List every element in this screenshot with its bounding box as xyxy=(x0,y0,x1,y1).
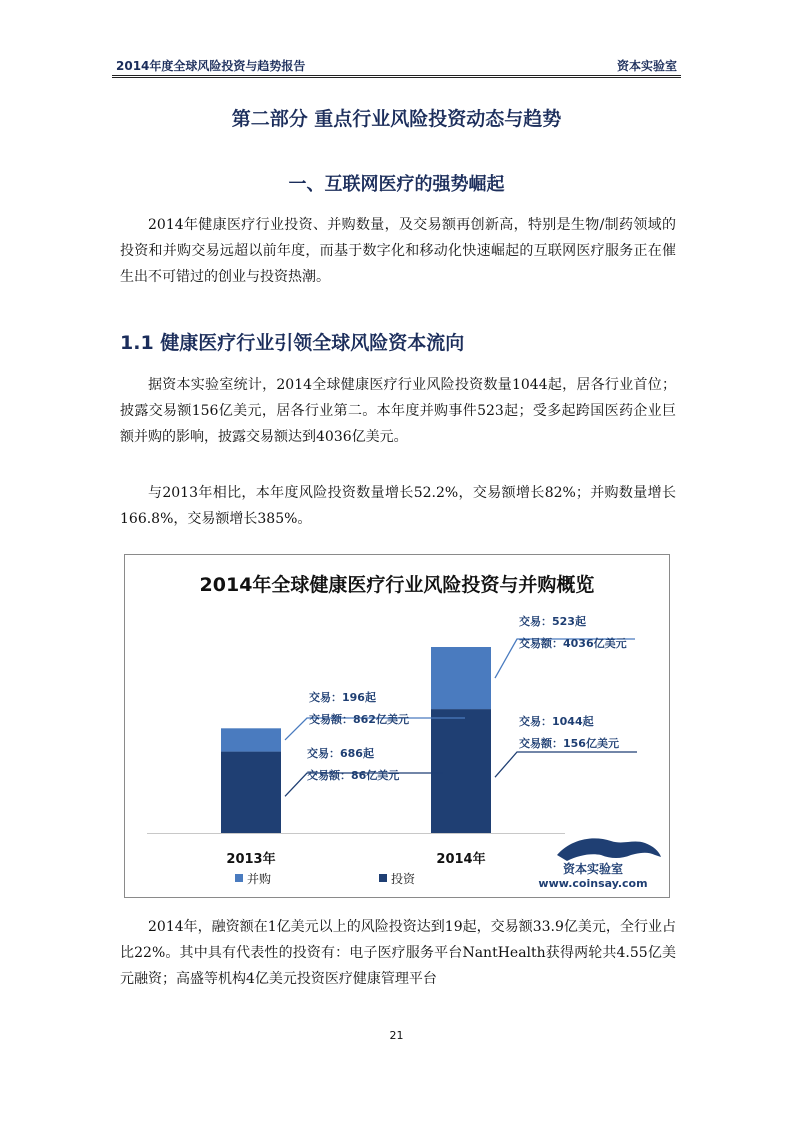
bar-投资-2014年 xyxy=(431,709,491,833)
page-number: 21 xyxy=(389,1029,404,1042)
bar-并购-2013年 xyxy=(221,728,281,751)
annotation-count: 交易：1044起 xyxy=(519,715,594,728)
header-publisher: 资本实验室 xyxy=(616,59,677,73)
annotation-amount: 交易额：4036亿美元 xyxy=(519,637,627,650)
annotation-count: 交易：686起 xyxy=(307,747,374,760)
stacked-bar-chart xyxy=(125,555,669,897)
legend-swatch-投资 xyxy=(379,874,387,882)
bar-并购-2014年 xyxy=(431,647,491,709)
chart-frame xyxy=(124,554,670,898)
bar-投资-2013年 xyxy=(221,752,281,833)
header-rule xyxy=(112,75,681,76)
annotation-amount: 交易额：862亿美元 xyxy=(309,713,409,726)
part-title: 第二部分 重点行业风险投资动态与趋势 xyxy=(231,108,562,130)
stats-paragraph: 据资本实验室统计，2014全球健康医疗行业风险投资数量1044起，居各行业首位；披露交易额156亿美元，居各行业第二。本年度并购事件523起；受多起跨国医药企业巨额并购的影响，披露交易额达到4036亿美元。 xyxy=(120,377,676,445)
annotation-count: 交易：196起 xyxy=(309,691,376,704)
annotation-count: 交易：523起 xyxy=(519,615,586,628)
annotation-leader-line xyxy=(495,752,637,777)
logo-cat-icon xyxy=(557,838,661,861)
logo-url: www.coinsay.com xyxy=(538,877,648,890)
subsection-title: 1.1 健康医疗行业引领全球风险资本流向 xyxy=(120,332,465,354)
header-report-title: 2014年度全球风险投资与趋势报告 xyxy=(116,59,306,73)
legend-swatch-并购 xyxy=(235,874,243,882)
x-tick-label: 2014年 xyxy=(436,852,486,867)
running-header xyxy=(112,54,681,74)
x-tick-label: 2013年 xyxy=(226,852,276,867)
chart-title: 2014年全球健康医疗行业风险投资与并购概览 xyxy=(199,574,595,596)
legend-label-投资: 投资 xyxy=(391,872,416,886)
annotation-amount: 交易额：86亿美元 xyxy=(307,769,400,782)
annotation-amount: 交易额：156亿美元 xyxy=(519,737,619,750)
intro-paragraph: 2014年健康医疗行业投资、并购数量，及交易额再创新高，特别是生物/制药领域的投资和并购交易远超以前年度，而基于数字化和移动化快速崛起的互联网医疗服务正在催生出不可错过的创业与投资热潮。 xyxy=(120,217,676,285)
investment-paragraph: 2014年，融资额在1亿美元以上的风险投资达到19起，交易额33.9亿美元，全行业占比22%。其中具有代表性的投资有：电子医疗服务平台NantHealth获得两轮共4.55亿美元融资；高盛等机构4亿美元投资医疗健康管理平台 xyxy=(120,919,676,987)
section-title: 一、互联网医疗的强势崛起 xyxy=(288,174,505,195)
legend-label-并购: 并购 xyxy=(247,872,272,886)
growth-paragraph: 与2013年相比，本年度风险投资数量增长52.2%，交易额增长82%；并购数量增长166.8%，交易额增长385%。 xyxy=(120,485,676,527)
logo-name: 资本实验室 xyxy=(562,862,624,876)
header-rule-thin xyxy=(112,77,681,78)
